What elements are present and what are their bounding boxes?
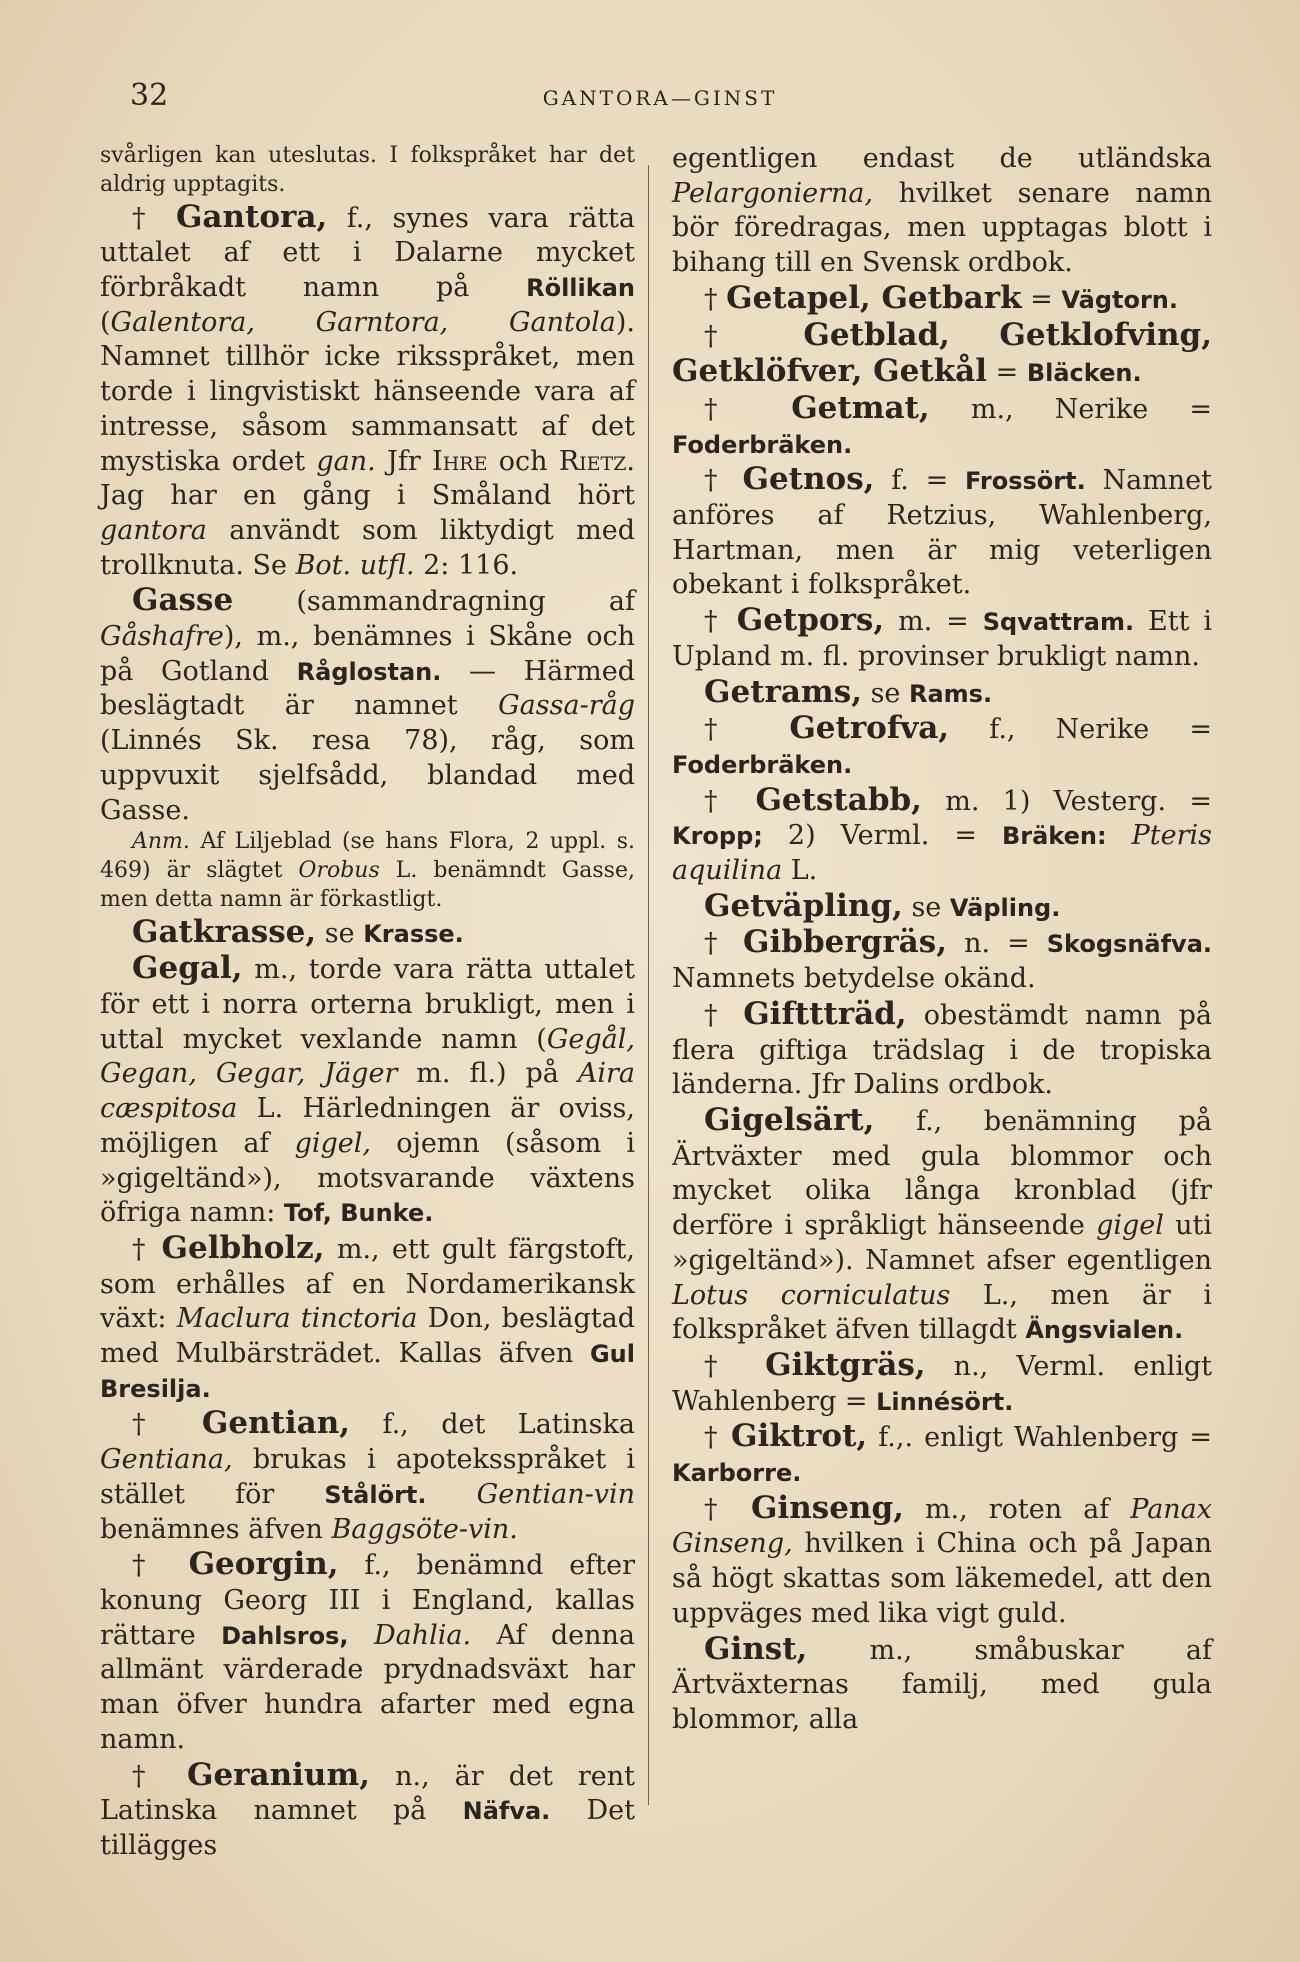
dictionary-entry [100,583,635,828]
entry-headword: Giktrot, [731,1418,868,1455]
entry-text: f., synes vara rätta uttalet af ett i Dalarne mycket förbråkadt namn på [100,202,635,303]
entry-headword: Getnos, [742,461,875,498]
dagger-mark: † [704,606,737,638]
italic-term: Panax Ginseng, [672,1493,1212,1560]
cross-reference: Kropp; [672,822,763,851]
entry-headword: Getmat, [791,389,930,426]
entry-text: obestämdt namn på flera giftiga trädslag i de tropiska länderna. Jfr Dalins ordbok. [672,999,1212,1101]
entry-headword: Ginst, [704,1630,808,1667]
cross-reference: Foderbräken. [672,750,853,779]
dictionary-entry [672,711,1212,782]
entry-text: m., småbuskar af Ärtväxternas familj, med gula blommor, alla [672,1634,1212,1735]
cross-reference: Stålört. [324,1480,427,1509]
entry-text: och [487,445,559,477]
dictionary-entry [672,1419,1212,1490]
cross-reference: Vägtorn. [1061,285,1178,314]
dictionary-entry [100,1547,635,1757]
italic-term: Orobus [298,858,380,884]
cross-reference: Bläcken. [1026,359,1142,388]
dagger-mark: † [704,393,792,425]
entry-text: = [987,357,1027,389]
italic-term: Gegål, Gegan, Gegar, Jäger [100,1023,635,1090]
italic-term: Lotus corniculatus [672,1279,951,1311]
entry-text: f., benämning på Ärtväxter med gula blommor och mycket olika långa kronblad (jfr derföre i språkligt hänseende [672,1105,1212,1242]
dictionary-entry [672,1491,1212,1632]
cross-reference: Skogsnäfva. [1046,930,1212,959]
entry-headword: Getrams, [704,673,862,710]
entry-text: L. [782,855,818,887]
cross-reference: Råglostan. [296,657,442,686]
dictionary-entry [672,318,1212,391]
entry-text: n. = [947,928,1047,960]
entry-text: m. fl.) på [397,1058,578,1090]
entry-headword: Georgin, [188,1546,339,1583]
cross-reference: Röllikan [526,274,635,302]
entry-text [349,1620,374,1651]
entry-headword: Gegal, [132,950,243,987]
entry-text: benämnes äfven [100,1513,332,1545]
cross-reference: Väpling. [949,893,1061,922]
dictionary-entry [100,1231,635,1407]
entry-text: L., men är i folkspråket äfven tillagdt [672,1279,1212,1346]
entry-text: egentligen endast de utländska [672,143,1212,174]
column-divider [648,165,649,1805]
entry-headword: Gasse [132,582,234,619]
entry-text: f., det Latinska [350,1409,635,1441]
entry-text: ). Namnet tillhör icke riksspråket, men torde i lingvistiskt hänseende vara af intresse, såsom sammansatt af det mystiska ordet [100,306,635,477]
right-column [672,142,1212,1738]
dictionary-entry [672,281,1212,318]
entry-text: uti »gigeltänd»). Namnet afser egentligen [672,1210,1212,1276]
entry-text: ojemn (såsom i »gigeltänd»), motsvarande växtens öfriga namn: [100,1127,635,1229]
italic-term: gigel, [294,1127,372,1159]
italic-term: Pelargonierna, [672,177,874,209]
entry-text: brukas i apoteksspråket i stället för [100,1444,635,1510]
entry-headword: Gantora, [175,198,328,235]
entry-headword: Getväpling, [704,887,903,924]
italic-term: gantora [100,514,207,546]
small-caps-name: Ihre [432,445,488,477]
italic-term: Bot. utfl. [295,549,415,581]
cross-reference: Bräken: [1001,822,1107,851]
entry-text: ( [100,306,111,338]
dictionary-entry [672,1632,1212,1738]
cross-reference: Dahlsros, [221,1621,349,1650]
entry-text: Ett i Upland m. fl. provinser brukligt namn. [672,606,1212,672]
dictionary-entry [100,1758,635,1864]
dagger-mark: † [704,714,790,746]
entry-text: m., ett gult färgstoft, som erhålles af en Nordamerikansk växt: [100,1233,635,1335]
dagger-mark: † [704,283,727,315]
entry-text: f. = [874,465,966,497]
entry-headword: Getpors, [736,602,885,639]
entry-text: se [902,891,950,923]
running-head: GANTORA—GINST [542,86,778,110]
entry-text: f., benämnd efter konung Georg III i England, kallas rättare [100,1550,635,1651]
dictionary-entry [672,603,1212,674]
italic-term: Aira cæspitosa [100,1058,636,1125]
entry-text: (sammandragning af [233,586,635,618]
dictionary-entry [672,462,1212,603]
entry-headword: Gelbholz, [161,1229,325,1266]
entry-headword: Getrofva, [789,710,950,747]
italic-term: Anm. [132,829,190,855]
cross-reference: Näfva. [462,1797,551,1826]
entry-text: ), m., benämnes i Skåne och på Gotland [100,621,635,687]
dictionary-entry [672,142,1212,281]
entry-headword: Gibbergräs, [743,924,948,961]
entry-text: 2) Verml. = [762,820,1002,852]
dagger-mark: † [704,1493,751,1525]
entry-text: se [861,677,909,709]
dagger-mark: † [132,1409,202,1441]
cross-reference: Frossört. [965,467,1086,496]
entry-text: — Härmed beslägtadt är namnet [100,655,635,722]
entry-text: Jfr [375,445,433,477]
dagger-mark: † [704,785,756,817]
dictionary-entry [672,675,1212,712]
cross-reference: Karborre. [672,1459,802,1488]
dictionary-entry [672,997,1212,1103]
small-caps-name: Rietz. [558,445,635,477]
entry-headword: Gentian, [201,1405,351,1442]
cross-reference: Foderbräken. [672,430,853,459]
italic-term: Gåshafre [100,621,224,653]
dagger-mark: † [704,999,744,1031]
entry-text: Namnet anföres af Retzius, Wahlenberg, Hartman, men är mig veterligen obekant i folkspråket. [672,465,1213,601]
entry-headword: Gatkrasse, [132,913,317,950]
dictionary-entry: svårligen kan uteslutas. I folkspråket har det aldrig upptagits. [100,143,635,197]
entry-text: Af denna allmänt värderade prydnadsväxt har man öfver hundra afarter med egna namn. [100,1619,635,1755]
entry-text: användt som liktydigt med trollknuta. Se [100,514,635,581]
italic-term: Gassa-råg [498,690,635,722]
dictionary-entry [100,915,635,952]
entry-text: (Linnés Sk. resa 78), råg, som uppvuxit sjelfsådd, blandad med Gasse. [100,725,635,826]
dictionary-entry [100,1406,635,1547]
entry-text: Don, beslägtad med Mulbärsträdet. Kallas äfven [100,1303,636,1370]
entry-text: m., roten af [903,1493,1131,1525]
italic-term: Galentora, Garntora, Gantola [110,306,616,338]
cross-reference: Tof, Bunke. [283,1199,434,1228]
entry-text: Namnets betydelse okänd. [672,963,1036,995]
italic-term: Maclura tinctoria [176,1303,418,1335]
dagger-mark: † [132,1550,189,1582]
dictionary-entry [100,828,635,914]
entry-text: = [1021,283,1062,315]
italic-term: Pteris aquilina [672,820,1212,887]
dagger-mark: † [704,928,744,960]
dagger-mark: † [704,320,804,352]
entry-text: hvilken i China och på Japan så högt skattas som läkemedel, att den uppväges med lika vigt guld. [672,1528,1212,1629]
dictionary-entry [672,1103,1212,1348]
dictionary-entry [100,951,635,1231]
entry-headword: Gifttträd, [743,995,907,1032]
entry-text: n., är det rent Latinska namnet på [100,1760,635,1827]
dagger-mark: † [132,1760,187,1792]
entry-text: n., Verml. enligt Wahlenberg = [672,1350,1212,1417]
entry-headword: Gigelsärt, [704,1101,875,1138]
page-number: 32 [130,78,169,113]
dictionary-entry [672,889,1212,926]
cross-reference: Ängsvialen. [1025,1316,1184,1345]
dictionary-entry [672,391,1212,462]
entry-text [427,1479,477,1510]
entry-text: Det tillägges [100,1795,636,1861]
entry-text: m. 1) Vesterg. = [921,785,1212,817]
entry-headword: Ginseng, [750,1489,904,1526]
italic-term: Gentian-vin [476,1478,635,1510]
dictionary-entry [672,783,1212,889]
entry-text: m., torde vara rätta uttalet för ett i norra orterna brukligt, men i uttal mycket vexlande namn ( [100,954,635,1055]
entry-text: m. = [884,606,983,638]
dagger-mark: † [704,1350,766,1382]
entry-text: se [316,917,364,949]
dagger-mark: † [704,465,743,497]
entry-headword: Giktgräs, [765,1346,926,1383]
entry-text: 2: 116. [414,549,519,581]
entry-text: Jag har en gång i Småland hört [100,480,635,512]
cross-reference: Linnésört. [876,1387,1014,1416]
entry-text: hvilket senare namn bör föredragas, men upptagas blott i bihang till en Svensk ordbok. [672,177,1212,279]
entry-text: L. Härledningen är oviss, möjligen af [100,1093,635,1159]
dagger-mark: † [132,202,176,234]
entry-headword: Geranium, [186,1756,371,1793]
entry-text: L. benämndt Gasse, men detta namn är förkastligt. [100,858,635,912]
entry-text: f.,. enligt Wahlenberg = [867,1422,1212,1454]
cross-reference: Sqvattram. [982,608,1135,637]
italic-term: Dahlia. [373,1619,472,1651]
italic-term: Baggsöte-vin. [331,1513,518,1545]
cross-reference: Krasse. [363,919,464,948]
entry-text: Af Liljeblad (se hans Flora, 2 uppl. s. 469) är slägtet [100,829,635,884]
italic-term: gigel [1096,1210,1164,1242]
dictionary-entry [672,1348,1212,1419]
cross-reference: Rams. [908,679,993,708]
italic-term: Gentiana, [100,1444,233,1476]
entry-headword: Getstabb, [755,781,922,818]
italic-term: gan. [316,445,376,477]
left-column [100,142,635,1864]
entry-text: m., Nerike = [929,393,1212,425]
entry-text [1107,820,1132,851]
entry-headword: Getblad, Getklofving, Getklöfver, Getkål [672,316,1212,390]
page-header [100,78,1220,118]
dagger-mark: † [132,1233,162,1265]
cross-reference: Gul Bresilja. [100,1340,635,1403]
dictionary-entry [100,200,635,584]
entry-headword: Getapel, Getbark [726,279,1022,316]
dagger-mark: † [704,1422,732,1454]
entry-text: f., Nerike = [949,714,1212,746]
dictionary-entry [672,925,1212,996]
